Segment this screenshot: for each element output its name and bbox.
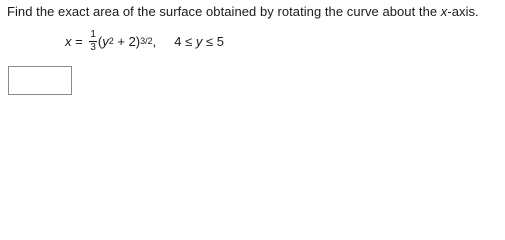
axis-variable: x [440,4,448,19]
bound-low: 4 ≤ [174,33,196,49]
equation-comma: , [152,33,157,49]
equation-lhs: x [65,33,72,49]
base-rest: + 2) [113,33,141,49]
curve-equation: x = $\frac{1}{3}$ ( y 2 + 2) 3/2 , 4 ≤ y ≤ 5 [65,28,224,53]
question-text [7,4,479,19]
bound-high: ≤ 5 [202,33,224,49]
fraction-numerator: 1 [90,28,96,40]
coefficient-fraction [89,30,97,53]
equals-sign: = [71,33,87,49]
bound-variable: y [195,33,203,49]
fraction-denominator: 3 [90,41,96,53]
question-text-after: -axis. [447,4,479,19]
question-text-before: Find the exact area of the surface obtained by rotating the curve about the [7,4,441,19]
answer-input[interactable] [8,66,72,95]
base-variable: y [102,33,109,49]
paren-open: ( [97,33,103,49]
